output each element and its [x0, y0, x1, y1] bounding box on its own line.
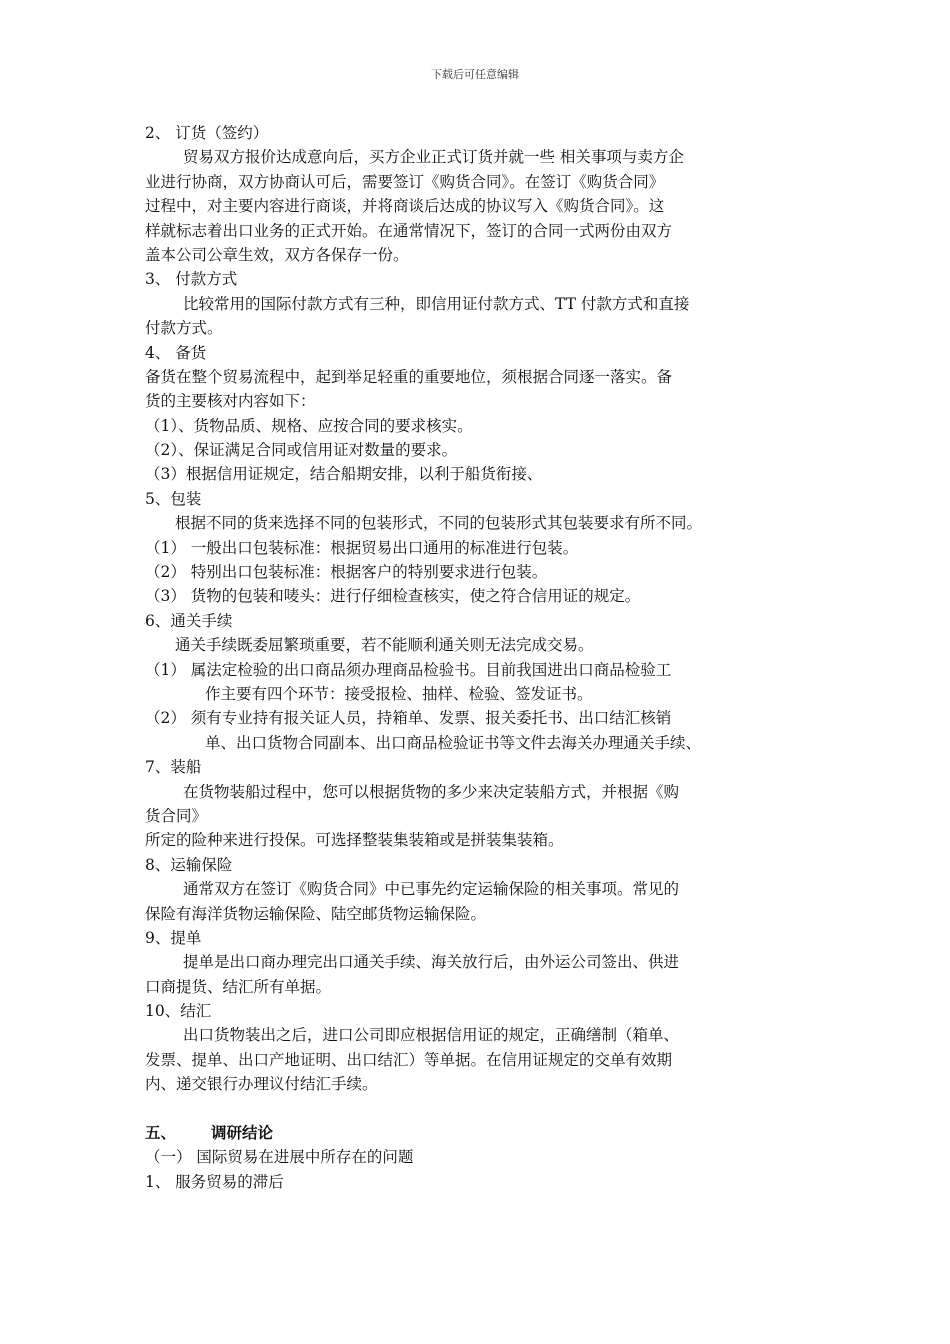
text-line: （2）、保证满足合同或信用证对数量的要求。 — [145, 441, 458, 460]
text-line: 所定的险种来进行投保。可选择整装集装箱或是拼装集装箱。 — [145, 831, 564, 850]
text-line: 9、提单 — [145, 928, 202, 947]
text-line: 贸易双方报价达成意向后，买方企业正式订货并就一些 相关事项与卖方企 — [183, 148, 684, 167]
text-line: （1） 属法定检验的出口商品须办理商品检验书。目前我国进出口商品检验工 — [145, 660, 672, 679]
text-line: 货合同》 — [145, 806, 208, 825]
text-line: 5、包装 — [145, 489, 202, 508]
text-line: 比较常用的国际付款方式有三种，即信用证付款方式、TT 付款方式和直接 — [183, 294, 690, 313]
text-line: （3）根据信用证规定，结合船期安排，以利于船货衔接、 — [145, 465, 543, 484]
text-line: 7、装船 — [145, 758, 202, 777]
text-line: 通常双方在签订《购货合同》中已事先约定运输保险的相关事项。常见的 — [183, 880, 680, 899]
text-line: 内、递交银行办理议付结汇手续。 — [145, 1075, 378, 1094]
text-line: 出口货物装出之后，进口公司即应根据信用证的规定，正确缮制（箱单、 — [183, 1026, 680, 1045]
text-line: （2） 特别出口包装标准：根据客户的特别要求进行包装。 — [145, 563, 548, 582]
section-title: 调研结论 — [211, 1123, 274, 1143]
text-line: 货的主要核对内容如下： — [145, 392, 316, 411]
text-line: 6、通关手续 — [145, 611, 233, 630]
text-line: （1） 一般出口包装标准：根据贸易出口通用的标准进行包装。 — [145, 538, 579, 557]
text-line: 在货物装船过程中，您可以根据货物的多少来决定装船方式，并根据《购 — [183, 782, 680, 801]
document-body — [145, 121, 825, 1194]
text-line: 备货在整个贸易流程中，起到举足轻重的重要地位，须根据合同逐一落实。备 — [145, 367, 673, 386]
text-line: 提单是出口商办理完出口通关手续、海关放行后，由外运公司签出、供进 — [183, 953, 680, 972]
text-line: 样就标志着出口业务的正式开始。在通常情况下，签订的合同一式两份由双方 — [145, 221, 673, 240]
text-line: 过程中，对主要内容进行商谈，并将商谈后达成的协议写入《购货合同》。这 — [145, 197, 665, 216]
blank-line — [145, 1097, 825, 1121]
text-line: 保险有海洋货物运输保险、陆空邮货物运输保险。 — [145, 904, 487, 923]
text-line: 10、结汇 — [145, 1002, 212, 1021]
text-line: 根据不同的货来选择不同的包装形式，不同的包装形式其包装要求有所不同。 — [175, 514, 703, 533]
body-lines — [145, 121, 825, 1097]
text-line: （2） 须有专业持有报关证人员，持箱单、发票、报关委托书、出口结汇核销 — [145, 709, 672, 728]
text-line: （1）、货物品质、规格、应按合同的要求核实。 — [145, 416, 473, 435]
text-line: 口商提货、结汇所有单据。 — [145, 977, 332, 996]
subsection-heading: （一） 国际贸易在进展中所存在的问题 — [145, 1148, 414, 1167]
text-line: 3、 付款方式 — [145, 270, 238, 289]
section-heading — [145, 1121, 825, 1145]
text-line: 4、 备货 — [145, 343, 207, 362]
list-item: 1、 服务贸易的滞后 — [145, 1172, 284, 1191]
text-line: 2、 订货（签约） — [145, 124, 269, 142]
text-line: 8、运输保险 — [145, 855, 233, 874]
text-line: 业进行协商，双方协商认可后，需要签订《购货合同》。在签订《购货合同》 — [145, 172, 665, 191]
text-line: 付款方式。 — [145, 319, 223, 338]
text-line: 作主要有四个环节：接受报检、抽样、检验、签发证书。 — [205, 684, 593, 703]
text-line: 单、出口货物合同副本、出口商品检验证书等文件去海关办理通关手续、 — [205, 733, 702, 752]
text-line: （3） 货物的包装和唛头：进行仔细检查核实，使之符合信用证的规定。 — [145, 587, 641, 606]
page-header: 下载后可任意编辑 — [431, 68, 519, 81]
text-line: 发票、提单、出口产地证明、出口结汇）等单据。在信用证规定的交单有效期 — [145, 1050, 673, 1069]
section-number: 五、 — [145, 1123, 177, 1143]
text-line: 盖本公司公章生效，双方各保存一份。 — [145, 245, 409, 264]
text-line: 通关手续既委屈繁琐重要，若不能顺利通关则无法完成交易。 — [175, 636, 594, 655]
